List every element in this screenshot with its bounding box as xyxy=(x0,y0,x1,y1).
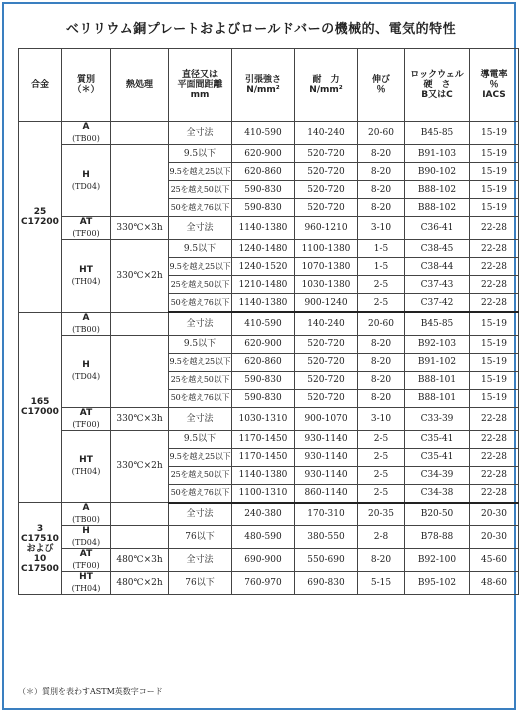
elongation-cell: 2-5 xyxy=(358,466,405,484)
elongation-cell: 2-5 xyxy=(358,430,405,448)
table-row xyxy=(19,549,519,572)
conductivity-cell: 15-19 xyxy=(470,163,519,181)
hardness-cell: C36-41 xyxy=(405,217,470,240)
hardness-cell: B95-102 xyxy=(405,572,470,595)
hardness-cell: B45-85 xyxy=(405,312,470,335)
heat-treatment-cell: 330℃×3h xyxy=(111,217,169,240)
conductivity-cell: 15-19 xyxy=(470,122,519,145)
elongation-cell: 2-5 xyxy=(358,276,405,294)
yield-cell: 1100-1380 xyxy=(295,240,358,258)
elongation-cell: 5-15 xyxy=(358,572,405,595)
yield-cell: 520-720 xyxy=(295,181,358,199)
footnote: （＊）質別を表わすASTM英数字コード xyxy=(18,687,163,696)
header-heat: 熱処理 xyxy=(111,49,169,122)
tensile-cell: 1140-1380 xyxy=(232,466,295,484)
tensile-cell: 590-830 xyxy=(232,371,295,389)
table-row xyxy=(19,503,519,526)
heat-treatment-cell xyxy=(111,122,169,145)
hardness-cell: C33-39 xyxy=(405,407,470,430)
tensile-cell: 1140-1380 xyxy=(232,217,295,240)
conductivity-cell: 22-28 xyxy=(470,294,519,313)
tensile-cell: 1170-1450 xyxy=(232,448,295,466)
elongation-cell: 8-20 xyxy=(358,335,405,353)
tensile-cell: 1170-1450 xyxy=(232,430,295,448)
hardness-cell: C34-38 xyxy=(405,484,470,503)
yield-cell: 1070-1380 xyxy=(295,258,358,276)
yield-cell: 520-720 xyxy=(295,389,358,407)
yield-cell: 860-1140 xyxy=(295,484,358,503)
yield-cell: 140-240 xyxy=(295,122,358,145)
hardness-cell: B92-103 xyxy=(405,335,470,353)
tensile-cell: 620-860 xyxy=(232,353,295,371)
tensile-cell: 480-590 xyxy=(232,526,295,549)
yield-cell: 520-720 xyxy=(295,199,358,217)
hardness-cell: B91-103 xyxy=(405,145,470,163)
yield-cell: 690-830 xyxy=(295,572,358,595)
hardness-cell: B78-88 xyxy=(405,526,470,549)
dimension-cell: 50を越え76以下 xyxy=(169,199,232,217)
conductivity-cell: 15-19 xyxy=(470,181,519,199)
conductivity-cell: 20-30 xyxy=(470,526,519,549)
dimension-cell: 9.5を越え25以下 xyxy=(169,163,232,181)
alloy-cell: 25 C17200 xyxy=(19,122,62,313)
conductivity-cell: 20-30 xyxy=(470,503,519,526)
grade-cell: A (TB00) xyxy=(62,122,111,145)
dimension-cell: 全寸法 xyxy=(169,217,232,240)
dimension-cell: 全寸法 xyxy=(169,312,232,335)
grade-cell: A (TB00) xyxy=(62,503,111,526)
conductivity-cell: 48-60 xyxy=(470,572,519,595)
hardness-cell: C37-42 xyxy=(405,294,470,313)
hardness-cell: B88-101 xyxy=(405,371,470,389)
conductivity-cell: 22-28 xyxy=(470,240,519,258)
hardness-cell: B90-102 xyxy=(405,163,470,181)
tensile-cell: 410-590 xyxy=(232,122,295,145)
conductivity-cell: 15-19 xyxy=(470,335,519,353)
table-body xyxy=(19,122,519,595)
dimension-cell: 9.5を越え25以下 xyxy=(169,258,232,276)
hardness-cell: C38-44 xyxy=(405,258,470,276)
table-row xyxy=(19,572,519,595)
grade-cell: HT (TH04) xyxy=(62,240,111,313)
yield-cell: 1030-1380 xyxy=(295,276,358,294)
yield-cell: 900-1070 xyxy=(295,407,358,430)
elongation-cell: 2-5 xyxy=(358,294,405,313)
table-row xyxy=(19,122,519,145)
conductivity-cell: 15-19 xyxy=(470,312,519,335)
dimension-cell: 76以下 xyxy=(169,526,232,549)
hardness-cell: B88-102 xyxy=(405,181,470,199)
conductivity-cell: 15-19 xyxy=(470,353,519,371)
yield-cell: 520-720 xyxy=(295,371,358,389)
yield-cell: 170-310 xyxy=(295,503,358,526)
dimension-cell: 9.5以下 xyxy=(169,430,232,448)
hardness-cell: B88-102 xyxy=(405,199,470,217)
dimension-cell: 全寸法 xyxy=(169,407,232,430)
elongation-cell: 8-20 xyxy=(358,145,405,163)
elongation-cell: 2-8 xyxy=(358,526,405,549)
tensile-cell: 1140-1380 xyxy=(232,294,295,313)
tensile-cell: 590-830 xyxy=(232,199,295,217)
conductivity-cell: 22-28 xyxy=(470,484,519,503)
elongation-cell: 3-10 xyxy=(358,217,405,240)
grade-cell: AT (TF00) xyxy=(62,217,111,240)
dimension-cell: 9.5を越え25以下 xyxy=(169,448,232,466)
dimension-cell: 25を越え50以下 xyxy=(169,371,232,389)
conductivity-cell: 15-19 xyxy=(470,371,519,389)
tensile-cell: 620-900 xyxy=(232,145,295,163)
yield-cell: 930-1140 xyxy=(295,466,358,484)
heat-treatment-cell: 330℃×3h xyxy=(111,407,169,430)
properties-table xyxy=(18,48,519,595)
conductivity-cell: 22-28 xyxy=(470,466,519,484)
conductivity-cell: 22-28 xyxy=(470,217,519,240)
table-row xyxy=(19,407,519,430)
grade-cell: HT (TH04) xyxy=(62,572,111,595)
tensile-cell: 620-860 xyxy=(232,163,295,181)
conductivity-cell: 22-28 xyxy=(470,448,519,466)
conductivity-cell: 15-19 xyxy=(470,145,519,163)
header-conductivity: 導電率 ％ IACS xyxy=(470,49,519,122)
header-hardness: ロックウェル 硬 さ B又はC xyxy=(405,49,470,122)
header-dimension: 直径又は 平面間距離 mm xyxy=(169,49,232,122)
page-title: ベリリウム銅プレートおよびロールドバーの機械的、電気的特性 xyxy=(65,22,457,37)
tensile-cell: 760-970 xyxy=(232,572,295,595)
tensile-cell: 1030-1310 xyxy=(232,407,295,430)
alloy-cell: 165 C17000 xyxy=(19,312,62,503)
elongation-cell: 8-20 xyxy=(358,549,405,572)
yield-cell: 930-1140 xyxy=(295,430,358,448)
hardness-cell: C37-43 xyxy=(405,276,470,294)
conductivity-cell: 15-19 xyxy=(470,199,519,217)
dimension-cell: 9.5以下 xyxy=(169,145,232,163)
dimension-cell: 50を越え76以下 xyxy=(169,389,232,407)
table-row xyxy=(19,312,519,335)
hardness-cell: B91-102 xyxy=(405,353,470,371)
heat-treatment-cell xyxy=(111,526,169,549)
table-row xyxy=(19,526,519,549)
yield-cell: 520-720 xyxy=(295,353,358,371)
yield-cell: 520-720 xyxy=(295,335,358,353)
grade-cell: H (TD04) xyxy=(62,526,111,549)
grade-cell: A (TB00) xyxy=(62,312,111,335)
hardness-cell: C38-45 xyxy=(405,240,470,258)
hardness-cell: B92-100 xyxy=(405,549,470,572)
tensile-cell: 1240-1520 xyxy=(232,258,295,276)
conductivity-cell: 45-60 xyxy=(470,549,519,572)
tensile-cell: 590-830 xyxy=(232,389,295,407)
yield-cell: 960-1210 xyxy=(295,217,358,240)
hardness-cell: C34-39 xyxy=(405,466,470,484)
dimension-cell: 76以下 xyxy=(169,572,232,595)
tensile-cell: 1240-1480 xyxy=(232,240,295,258)
heat-treatment-cell: 330℃×2h xyxy=(111,240,169,313)
yield-cell: 520-720 xyxy=(295,145,358,163)
yield-cell: 930-1140 xyxy=(295,448,358,466)
elongation-cell: 8-20 xyxy=(358,181,405,199)
header-grade: 質別 （＊） xyxy=(62,49,111,122)
grade-cell: AT (TF00) xyxy=(62,549,111,572)
alloy-cell: 3 C17510 および 10 C17500 xyxy=(19,503,62,595)
table-row xyxy=(19,240,519,258)
yield-cell: 550-690 xyxy=(295,549,358,572)
yield-cell: 380-550 xyxy=(295,526,358,549)
tensile-cell: 1210-1480 xyxy=(232,276,295,294)
elongation-cell: 8-20 xyxy=(358,371,405,389)
dimension-cell: 全寸法 xyxy=(169,122,232,145)
yield-cell: 900-1240 xyxy=(295,294,358,313)
dimension-cell: 9.5を越え25以下 xyxy=(169,353,232,371)
heat-treatment-cell: 480℃×2h xyxy=(111,572,169,595)
dimension-cell: 9.5以下 xyxy=(169,240,232,258)
heat-treatment-cell: 330℃×2h xyxy=(111,430,169,503)
elongation-cell: 8-20 xyxy=(358,353,405,371)
elongation-cell: 20-60 xyxy=(358,312,405,335)
tensile-cell: 690-900 xyxy=(232,549,295,572)
heat-treatment-cell xyxy=(111,145,169,217)
dimension-cell: 50を越え76以下 xyxy=(169,484,232,503)
elongation-cell: 1-5 xyxy=(358,240,405,258)
elongation-cell: 8-20 xyxy=(358,163,405,181)
tensile-cell: 620-900 xyxy=(232,335,295,353)
elongation-cell: 20-35 xyxy=(358,503,405,526)
dimension-cell: 50を越え76以下 xyxy=(169,294,232,313)
heat-treatment-cell xyxy=(111,335,169,407)
yield-cell: 520-720 xyxy=(295,163,358,181)
elongation-cell: 2-5 xyxy=(358,448,405,466)
dimension-cell: 25を越え50以下 xyxy=(169,276,232,294)
yield-cell: 140-240 xyxy=(295,312,358,335)
table-row xyxy=(19,335,519,353)
table-row xyxy=(19,145,519,163)
elongation-cell: 8-20 xyxy=(358,199,405,217)
hardness-cell: B88-101 xyxy=(405,389,470,407)
header-elongation: 伸び ％ xyxy=(358,49,405,122)
grade-cell: AT (TF00) xyxy=(62,407,111,430)
tensile-cell: 1100-1310 xyxy=(232,484,295,503)
dimension-cell: 全寸法 xyxy=(169,549,232,572)
conductivity-cell: 22-28 xyxy=(470,276,519,294)
dimension-cell: 25を越え50以下 xyxy=(169,466,232,484)
conductivity-cell: 15-19 xyxy=(470,389,519,407)
elongation-cell: 2-5 xyxy=(358,484,405,503)
hardness-cell: B45-85 xyxy=(405,122,470,145)
tensile-cell: 410-590 xyxy=(232,312,295,335)
heat-treatment-cell: 480℃×3h xyxy=(111,549,169,572)
header-yield: 耐 力 N/mm² xyxy=(295,49,358,122)
header-row xyxy=(19,49,519,122)
grade-cell: H (TD04) xyxy=(62,335,111,407)
elongation-cell: 1-5 xyxy=(358,258,405,276)
heat-treatment-cell xyxy=(111,503,169,526)
grade-cell: H (TD04) xyxy=(62,145,111,217)
conductivity-cell: 22-28 xyxy=(470,258,519,276)
heat-treatment-cell xyxy=(111,312,169,335)
header-alloy: 合金 xyxy=(19,49,62,122)
tensile-cell: 590-830 xyxy=(232,181,295,199)
conductivity-cell: 22-28 xyxy=(470,407,519,430)
hardness-cell: C35-41 xyxy=(405,448,470,466)
dimension-cell: 25を越え50以下 xyxy=(169,181,232,199)
conductivity-cell: 22-28 xyxy=(470,430,519,448)
elongation-cell: 8-20 xyxy=(358,389,405,407)
table-row xyxy=(19,430,519,448)
hardness-cell: B20-50 xyxy=(405,503,470,526)
tensile-cell: 240-380 xyxy=(232,503,295,526)
header-tensile: 引張強さ N/mm² xyxy=(232,49,295,122)
elongation-cell: 20-60 xyxy=(358,122,405,145)
dimension-cell: 全寸法 xyxy=(169,503,232,526)
elongation-cell: 3-10 xyxy=(358,407,405,430)
dimension-cell: 9.5以下 xyxy=(169,335,232,353)
grade-cell: HT (TH04) xyxy=(62,430,111,503)
table-row xyxy=(19,217,519,240)
hardness-cell: C35-41 xyxy=(405,430,470,448)
